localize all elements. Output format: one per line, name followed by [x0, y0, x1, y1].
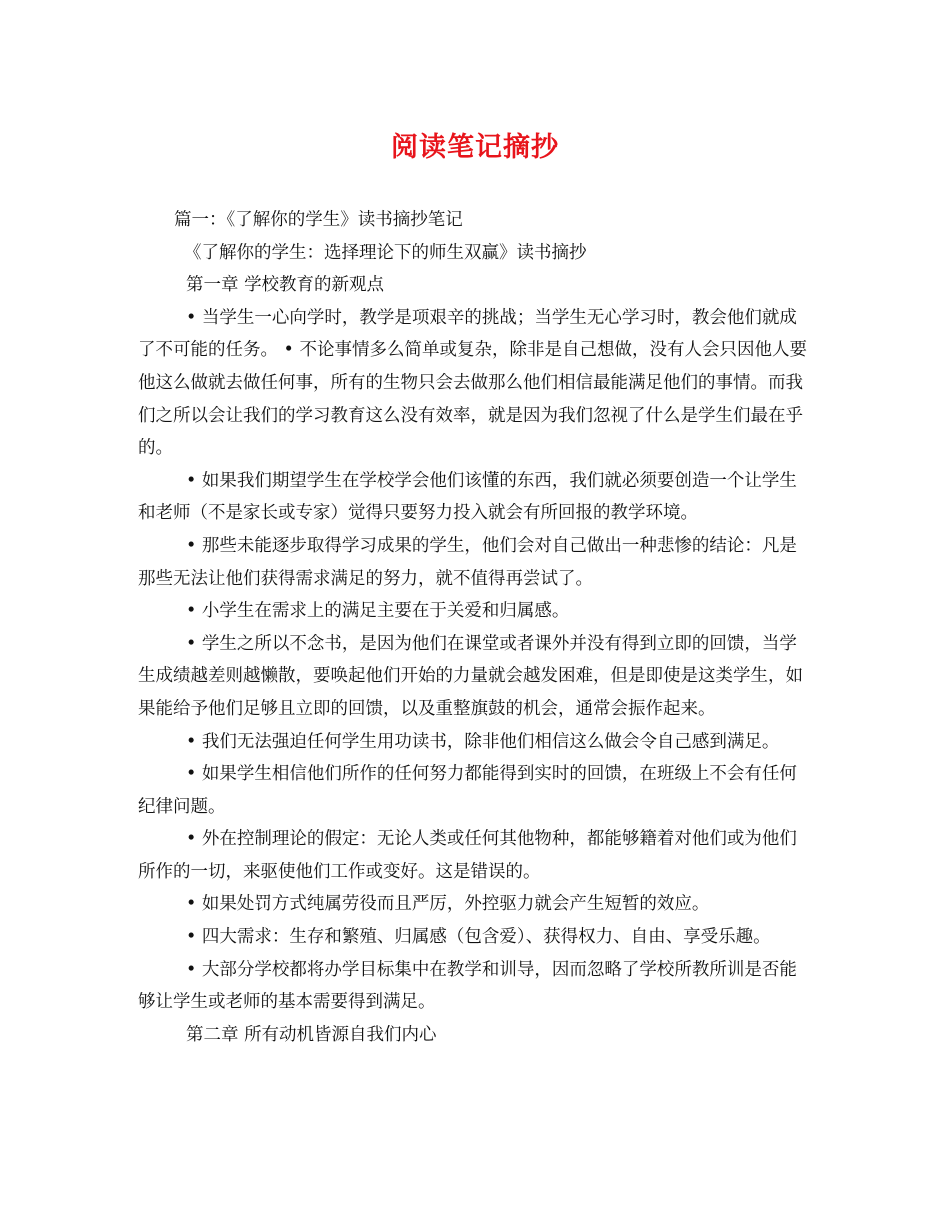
- bullet-paragraph: • 如果处罚方式纯属劳役而且严厉，外控驱力就会产生短暂的效应。: [186, 894, 710, 915]
- bullet-paragraph: • 大部分学校都将办学目标集中在教学和训导，因而忽略了学校所教所训是否能够让学生或老师的基本需要得到满足。: [138, 959, 797, 1013]
- chapter-heading-2: 第二章 所有动机皆源自我们内心: [186, 1024, 437, 1045]
- bullet-paragraph: • 四大需求：生存和繁殖、归属感（包含爱）、获得权力、自由、享受乐趣。: [186, 927, 771, 948]
- bullet-paragraph: • 小学生在需求上的满足主要在于关爱和归属感。: [186, 601, 570, 622]
- document-body: [138, 204, 814, 1051]
- bullet-paragraph: • 如果学生相信他们所作的任何努力都能得到实时的回馈，在班级上不会有任何纪律问题。: [138, 764, 797, 817]
- book-title-line: 《了解你的学生：选择理论下的师生双赢》读书摘抄: [184, 242, 587, 263]
- section-heading: 篇一：《了解你的学生》读书摘抄笔记: [174, 210, 463, 230]
- chapter-heading-1: 第一章 学校教育的新观点: [186, 275, 385, 296]
- bullet-paragraph: • 那些未能逐步取得学习成果的学生，他们会对自己做出一种悲惨的结论：凡是那些无法让他们获得需求满足的努力，就不值得再尝试了。: [138, 535, 797, 589]
- bullet-paragraph: • 我们无法强迫任何学生用功读书，除非他们相信这么做会令自己感到满足。: [186, 731, 780, 752]
- bullet-paragraph: • 外在控制理论的假定：无论人类或任何其他物种，都能够籍着对他们或为他们所作的一切，来驱使他们工作或变好。这是错误的。: [138, 829, 797, 882]
- bullet-paragraph: • 学生之所以不念书，是因为他们在课堂或者课外并没有得到立即的回馈，当学生成绩越差则越懒散，要唤起他们开始的力量就会越发困难，但是即使是这类学生，如果能给予他们足够且立即的回馈，以及重整旗鼓的机会，通常会振作起来。: [138, 633, 803, 719]
- bullet-paragraph: • 如果我们期望学生在学校学会他们该懂的东西，我们就必须要创造一个让学生和老师（不是家长或专家）觉得只要努力投入就会有所回报的教学环境。: [138, 470, 797, 524]
- bullet-paragraph: • 当学生一心向学时，教学是项艰辛的挑战；当学生无心学习时，教会他们就成了不可能的任务。 • 不论事情多么简单或复杂，除非是自己想做，没有人会只因他人要他这么做就去做任何事，所有的生物只会去做那么他们相信最能满足他们的事情。而我们之所以会让我们的学习教育这么没有效率，就是因为我们忽视了什么是学生们最在乎的。: [138, 307, 807, 459]
- document-title: 阅读笔记摘抄: [391, 132, 559, 163]
